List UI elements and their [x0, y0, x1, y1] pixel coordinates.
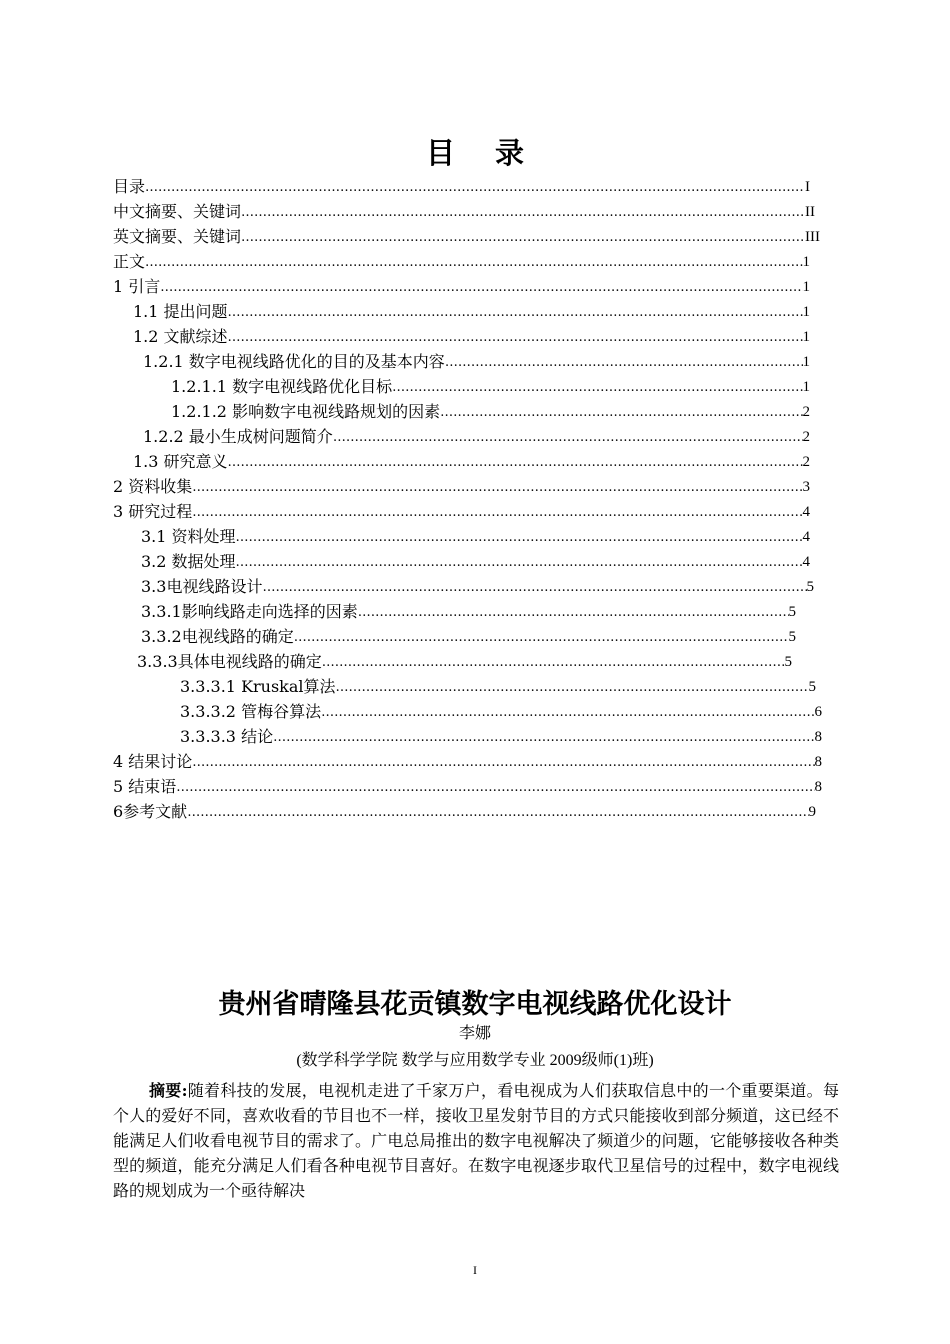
toc-entry-page: 5: [788, 629, 796, 645]
toc-leader-dots: [440, 403, 802, 423]
toc-entry-page: 1: [802, 379, 810, 395]
toc-entry-page: 4: [802, 504, 810, 520]
toc-entry[interactable]: [113, 199, 815, 223]
toc-entry-label: 4 结果讨论: [113, 752, 193, 771]
toc-entry-page: 2: [802, 454, 810, 470]
toc-entry-label: 3.3.1影响线路走向选择的因素: [141, 602, 358, 621]
toc-leader-dots: [294, 628, 789, 648]
toc-entry[interactable]: [133, 449, 810, 473]
toc-entry-page: III: [805, 229, 820, 245]
toc-leader-dots: [160, 278, 802, 298]
abstract-label: 摘要:: [149, 1081, 188, 1100]
toc-entry-page: 5: [784, 654, 792, 670]
toc-entry[interactable]: [180, 674, 816, 698]
toc-leader-dots: [176, 778, 814, 798]
toc-entry-label: 6参考文献: [113, 802, 188, 821]
toc-leader-dots: [236, 528, 803, 548]
toc-entry[interactable]: [180, 724, 822, 748]
toc-entry-label: 3.3.3.2 管梅谷算法: [180, 702, 322, 721]
toc-entry-label: 1.1 提出问题: [133, 302, 228, 321]
toc-entry[interactable]: [113, 174, 810, 198]
toc-leader-dots: [236, 553, 803, 573]
toc-entry-page: 6: [814, 704, 822, 720]
toc-entry[interactable]: [113, 274, 810, 298]
toc-leader-dots: [192, 753, 814, 773]
toc-entry-label: 1.3 研究意义: [133, 452, 228, 471]
toc-entry-label: 中文摘要、关键词: [113, 202, 242, 221]
toc-entry[interactable]: [141, 599, 796, 623]
toc-entry-label: 3.1 资料处理: [141, 527, 236, 546]
toc-entry-page: 4: [802, 554, 810, 570]
toc-entry-page: 1: [802, 279, 810, 295]
toc-entry-label: 英文摘要、关键词: [113, 227, 242, 246]
toc-entry[interactable]: [133, 324, 810, 348]
toc-entry[interactable]: [171, 374, 810, 398]
toc-entry-page: 1: [802, 354, 810, 370]
toc-leader-dots: [273, 728, 814, 748]
toc-entry[interactable]: [141, 524, 810, 548]
toc-entry-page: I: [805, 179, 810, 195]
toc-leader-dots: [228, 453, 803, 473]
toc-entry[interactable]: [113, 774, 822, 798]
toc-leader-dots: [192, 478, 802, 498]
author-affiliation: (数学科学学院 数学与应用数学专业 2009级师(1)班): [296, 1052, 654, 1069]
toc-leader-dots: [392, 378, 802, 398]
toc-entry-label: 目录: [113, 177, 146, 196]
toc-entry[interactable]: [113, 749, 822, 773]
toc-entry[interactable]: [141, 624, 796, 648]
toc-entry-page: 2: [802, 429, 810, 445]
toc-leader-dots: [262, 578, 806, 598]
toc-leader-dots: [445, 353, 803, 373]
paper-title: 贵州省晴隆县花贡镇数字电视线路优化设计: [218, 989, 732, 1020]
toc-entry-label: 1.2 文献综述: [133, 327, 228, 346]
toc-entry-page: 1: [802, 254, 810, 270]
toc-entry-label: 3.3电视线路设计: [141, 577, 263, 596]
toc-entry-page: 2: [802, 404, 810, 420]
toc-leader-dots: [358, 603, 789, 623]
toc-leader-dots: [228, 328, 803, 348]
toc-entry-label: 1 引言: [113, 277, 161, 296]
toc-leader-dots: [145, 178, 805, 198]
toc-leader-dots: [192, 503, 802, 523]
toc-entry-label: 5 结束语: [113, 777, 177, 796]
toc-entry[interactable]: [113, 499, 810, 523]
toc-entry[interactable]: [113, 224, 820, 248]
toc-leader-dots: [145, 253, 802, 273]
toc-entry-page: II: [805, 204, 815, 220]
toc-entry-page: 4: [802, 529, 810, 545]
author-name: 李娜: [458, 1023, 491, 1042]
toc-title: 目录: [425, 136, 564, 170]
toc-entry[interactable]: [141, 549, 810, 573]
toc-entry-label: 3 研究过程: [113, 502, 193, 521]
toc-entry-label: 3.3.3具体电视线路的确定: [137, 652, 322, 671]
toc-entry[interactable]: [113, 799, 816, 823]
toc-entry-page: 1: [802, 329, 810, 345]
toc-leader-dots: [321, 703, 814, 723]
toc-entry[interactable]: [113, 249, 810, 273]
toc-entry-page: 5: [788, 604, 796, 620]
toc-entry[interactable]: [141, 574, 814, 598]
toc-entry-label: 2 资料收集: [113, 477, 193, 496]
toc-entry-page: 5: [808, 679, 816, 695]
abstract-paragraph: [113, 1078, 839, 1203]
toc-leader-dots: [241, 203, 805, 223]
toc-entry-page: 8: [814, 779, 822, 795]
toc-entry-label: 正文: [113, 252, 146, 271]
toc-entry[interactable]: [137, 649, 792, 673]
toc-entry[interactable]: [143, 424, 810, 448]
toc-entry-page: 5: [806, 579, 814, 595]
toc-entry-label: 1.2.1.2 影响数字电视线路规划的因素: [171, 402, 441, 421]
toc-entry[interactable]: [171, 399, 810, 423]
toc-entry-label: 3.3.2电视线路的确定: [141, 627, 294, 646]
toc-entry-label: 3.3.3.1 Kruskal算法: [180, 677, 336, 696]
toc-entry[interactable]: [180, 699, 822, 723]
toc-entry-page: 8: [814, 729, 822, 745]
toc-entry-page: 8: [814, 754, 822, 770]
toc-leader-dots: [241, 228, 805, 248]
toc-entry-label: 3.2 数据处理: [141, 552, 236, 571]
toc-leader-dots: [336, 678, 809, 698]
toc-leader-dots: [322, 653, 785, 673]
abstract-text: 随着科技的发展，电视机走进了千家万户，看电视成为人们获取信息中的一个重要渠道。每个人的爱好不同，喜欢收看的节目也不一样，接收卫星发射节目的方式只能接收到部分频道，这已经不能满足人们收看电视节目的需求了。广电总局推出的数字电视解决了频道少的问题，它能够接收各种类型的频道，能充分满足人们看各种电视节目喜好。在数字电视逐步取代卫星信号的过程中，数字电视线路的规划成为一个亟待解决: [113, 1081, 839, 1200]
toc-entry-page: 3: [802, 479, 810, 495]
toc-leader-dots: [333, 428, 803, 448]
toc-entry-page: 9: [808, 804, 816, 820]
toc-entry[interactable]: [143, 349, 810, 373]
toc-entry-label: 1.2.2 最小生成树问题简介: [143, 427, 333, 446]
toc-leader-dots: [187, 803, 808, 823]
toc-entry-label: 3.3.3.3 结论: [180, 727, 274, 746]
toc-entry[interactable]: [133, 299, 810, 323]
toc-entry-label: 1.2.1 数字电视线路优化的目的及基本内容: [143, 352, 445, 371]
page-number: I: [473, 1263, 477, 1277]
toc-entry-label: 1.2.1.1 数字电视线路优化目标: [171, 377, 393, 396]
toc-entry[interactable]: [113, 474, 810, 498]
toc-entry-page: 1: [802, 304, 810, 320]
toc-leader-dots: [228, 303, 803, 323]
